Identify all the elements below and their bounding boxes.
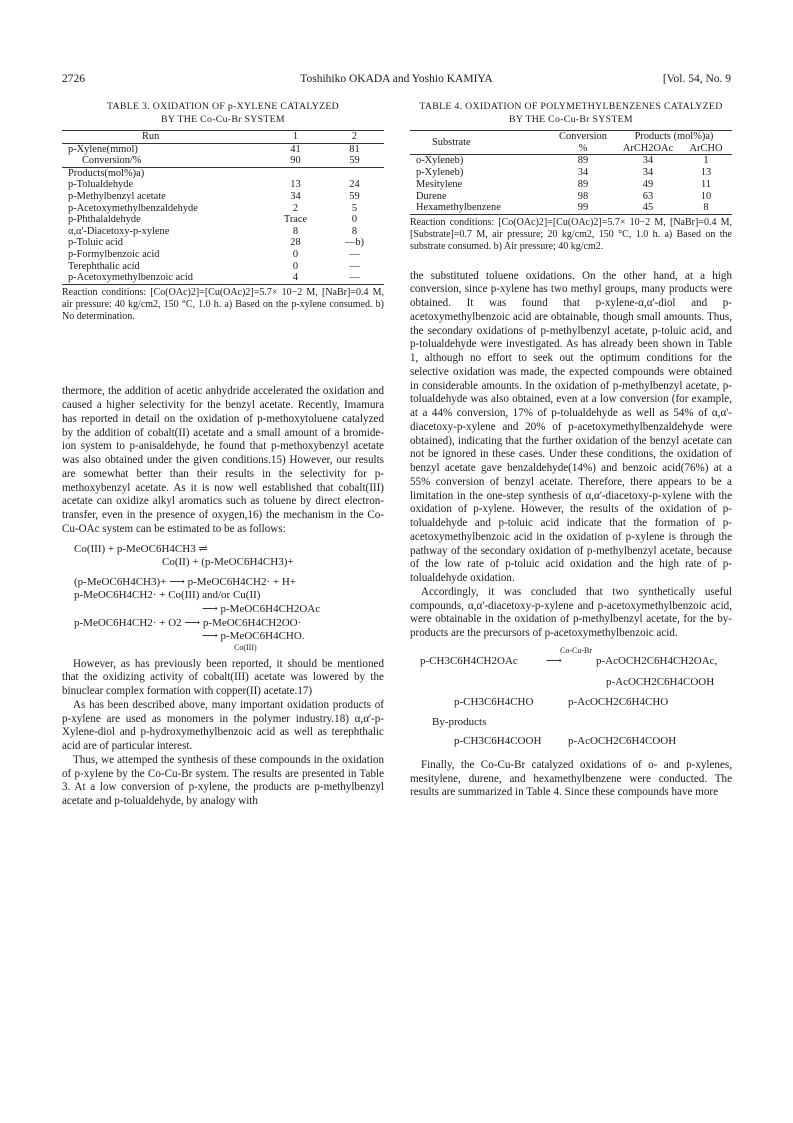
table-cell-value: 34 — [642, 167, 654, 179]
table-cell-label: p-Phthalaldehyde — [68, 214, 141, 226]
table-row — [62, 226, 384, 238]
table4-head-conversion: Conversion — [559, 131, 607, 142]
table-cell-value: —b) — [344, 237, 365, 249]
table-cell-label: p-Methylbenzyl acetate — [68, 190, 166, 202]
table-row — [62, 143, 384, 155]
table-cell-label: p-Acetoxymethylbenzaldehyde — [68, 202, 198, 214]
scheme1-line5: ⟶ p-MeOC6H4CH2OAc — [202, 602, 321, 615]
running-header — [62, 73, 731, 89]
table-cell-label: Durene — [416, 190, 447, 202]
table-cell-value: 28 — [290, 237, 301, 249]
table-cell-value: 13 — [700, 167, 712, 179]
table-cell-value: 59 — [349, 155, 360, 167]
scheme2-byproduct2: p-AcOCH2C6H4COOH — [568, 735, 677, 748]
scheme2-product2: p-AcOCH2C6H4COOH — [606, 676, 715, 689]
table-cell-value: 90 — [290, 155, 301, 167]
table-cell-value: 98 — [577, 190, 589, 202]
scheme2-intermediate1: p-CH3C6H4CHO — [454, 695, 534, 708]
table-row — [62, 237, 384, 249]
table3-head-run: Run — [142, 131, 160, 142]
left-paragraph-1: thermore, the addition of acetic anhydride accelerated the oxidation and caused a higher selectivity for the benzyl acetate. Recently, Imamura has reported in detail on the oxidation of p-methoxytoluene catalyzed by the addition of cobalt(II) acetate and a small amount of a bromide-ion system to p-anisaldehyde, he found that p-methoxybenzyl acetate was also obtained under the given conditions.15) However, our results are somewhat better than their results in the selectivity for p-methoxybenzyl acetate. As it is now well established that cobalt(III) acetate can oxidize alkyl aromatics such as toluene by direct electron-transfer, even in the presence of oxygen,16) the mechanism in the Co-Cu-OAc system can be estimated to be as follows: — [62, 385, 384, 535]
table4-footnote: Reaction conditions: [Co(OAc)2]=[Cu(OAc)2]=5.7× 10−2 M, [NaBr]=0.4 M, [Substrate]=0.7 M, air pressure; 20 kg/cm2, 150 °C, 1.0 h. a) Based on the substrate consumed. b) Air pressure; 40 kg/cm2. — [410, 216, 732, 253]
table3-footnote: Reaction conditions: [Co(OAc)2]=[Cu(OAc)2]=5.7× 10−2 M, [NaBr]=0.4 M, air pressure: 40 kg/cm2, 150 °C, 1.0 h. a) Based on the p-xylene consumed. b) No determination. — [62, 286, 384, 323]
table-cell-value: 1 — [703, 155, 709, 167]
left-column — [62, 100, 384, 809]
table-cell-value: 8 — [351, 225, 358, 237]
table3-head-run2: 2 — [351, 131, 358, 142]
table-row — [410, 155, 732, 167]
table-row — [410, 191, 732, 203]
table4-caption: TABLE 4. OXIDATION OF POLYMETHYLBENZENES CATALYZED BY THE Co-Cu-Br SYSTEM — [419, 101, 723, 125]
running-authors: Toshihiko OKADA and Yoshio KAMIYA — [300, 73, 493, 85]
table-cell-label: o-Xyleneb) — [416, 155, 464, 167]
volume-info: [Vol. 54, No. 9 — [662, 73, 731, 85]
table4-header-row1 — [410, 131, 732, 143]
table3-caption: TABLE 3. OXIDATION OF p-XYLENE CATALYZED BY THE Co-Cu-Br SYSTEM — [106, 101, 340, 125]
table4-head-arch2oac: ArCH2OAc — [622, 142, 674, 154]
scheme1-line1: Co(III) + p-MeOC6H4CH3 ⇌ — [74, 542, 208, 555]
left-paragraph-2: However, as has previously been reported, it should be mentioned that the oxidizing activity of cobalt(III) acetate was lowered by the binuclear complex formation with copper(II) acetate.17) — [62, 657, 384, 698]
table-cell-value: 8 — [292, 225, 299, 237]
table-cell-value: 59 — [349, 190, 360, 202]
table-cell-value: — — [349, 260, 360, 272]
scheme2-product1: p-AcOCH2C6H4CH2OAc, — [596, 654, 718, 667]
table-cell-label: Products(mol%)a) — [68, 167, 145, 179]
right-paragraph-1: the substituted toluene oxidations. On the other hand, at a high conversion, since p-xylene has two methyl groups, many products were obtained. It was found that p-xylene-α,α'-diol and p-acetoxymethylbenzoic acid are obtainable, though small amounts. Thus, the secondary oxidations of p-methylbenzyl acetate, p-toluic acid, and p-tolualdehyde were investigated. As has already been shown in Table 1, although no effort to seek out the optimum conditions for the selective oxidation was made, the expected compounds were obtained in considerable amounts. In the oxidation of p-methylbenzyl acetate, p-tolualdehyde was also obtained, even at a low conversion (for example, at a 44% conversion, 17% of p-tolualdehyde as well as 54% of α,α'-diacetoxy-p-xylene and 20% of p-acetoxymethylbenzaldehyde were obtained), indicating that the further oxidation of the benzyl acetate can not be ignored in these cases. Under these conditions, the oxidation of benzyl acetate gave benzaldehyde(14%) and benzoic acid(76%) at a 55% conversion of benzyl acetate. Therefore, there appears to be a limitation in the one-step synthesis of α,α'-diacetoxy-p-xylene with the oxidation of p-xylene. However, the results of the oxidation of p-tolualdehyde and p-toluic acid indicate that the formation of p-acetoxymethylbenzoic acid in the oxidation of p-xylene is through the pathway of the secondary oxidation of p-methylbenzyl acetate, because of the low rate of p-toluic acid oxidation and the high rate of p-tolualdehyde oxidation. — [410, 269, 732, 585]
table-cell-value: 13 — [290, 179, 301, 191]
table-cell-value: 24 — [349, 179, 360, 191]
table-cell-label: Mesitylene — [416, 178, 463, 190]
table-row — [62, 214, 384, 226]
table-cell-value: 0 — [292, 260, 299, 272]
table-row — [62, 261, 384, 273]
page-number: 2726 — [62, 73, 85, 85]
table-cell-value: Trace — [283, 214, 308, 226]
table-cell-label: α,α'-Diacetoxy-p-xylene — [68, 225, 170, 237]
mechanism-scheme — [62, 543, 384, 654]
table-cell-value: 0 — [292, 248, 299, 260]
scheme2-arrow: ⟶ — [546, 654, 562, 667]
right-paragraph-3: Finally, the Co-Cu-Br catalyzed oxidations of o- and p-xylenes, mesitylene, durene, and hexamethylbenzene were conducted. The results are summarized in Table 4. Since these compounds have more — [410, 758, 732, 799]
left-paragraph-3: As has been described above, many important oxidation products of p-xylene are used as monomers in the polymer industry.18) α,α'-p-Xylene-diol and p-hydroxymethylbenzoic acid as well as terephthalic acid are of particular interest. — [62, 698, 384, 753]
table4-head-conversion-unit: % — [578, 142, 588, 154]
table-cell-value: 89 — [577, 178, 589, 190]
table-cell-value: 0 — [351, 214, 358, 226]
table-cell-label: p-Formylbenzoic acid — [68, 248, 160, 260]
scheme1-line3: (p-MeOC6H4CH3)+ ⟶ p-MeOC6H4CH2· + H+ — [74, 575, 296, 588]
table-cell-value: 41 — [290, 143, 301, 155]
scheme1-line2: Co(II) + (p-MeOC6H4CH3)+ — [162, 556, 294, 569]
table-cell-value: 34 — [290, 190, 301, 202]
table-cell-value: 81 — [349, 143, 360, 155]
table-cell-value: 4 — [292, 272, 299, 284]
table4-head-substrate: Substrate — [432, 136, 471, 148]
table-cell-label: p-Tolualdehyde — [68, 179, 134, 191]
scheme1-line4: p-MeOC6H4CH2· + Co(III) and/or Cu(II) — [74, 589, 261, 602]
table-row — [62, 272, 384, 284]
table-row — [62, 191, 384, 203]
table-row — [410, 167, 732, 179]
table-row — [62, 249, 384, 261]
right-paragraph-2: Accordingly, it was concluded that two synthetically useful compounds, α,α'-diacetoxy-p-xylene and p-acetoxymethylbenzoic acid, were obtainable in the oxidation of p-methylbenzyl acetate, for the by-products are the precursors of p-acetoxymethylbenzoic acid. — [410, 585, 732, 640]
synthesis-scheme — [410, 645, 732, 749]
table-cell-value: 63 — [642, 190, 654, 202]
table-cell-value — [266, 167, 325, 179]
table-cell-value: 10 — [700, 190, 712, 202]
table-cell-value: 5 — [351, 202, 358, 214]
table-cell-value: — — [349, 248, 360, 260]
table4 — [410, 130, 732, 215]
table-row — [410, 179, 732, 191]
table-cell-label: p-Acetoxymethylbenzoic acid — [68, 272, 193, 284]
table-cell-value: 49 — [642, 178, 654, 190]
table4-head-products: Products (mol%)a) — [634, 131, 714, 142]
table-row — [62, 179, 384, 191]
scheme2-byproduct1: p-CH3C6H4COOH — [454, 735, 542, 748]
table-cell-value: 2 — [292, 202, 299, 214]
table-cell-label: p-Xyleneb) — [416, 167, 464, 179]
table-cell-value: 11 — [700, 178, 711, 190]
table-cell-label: Hexamethylbenzene — [416, 202, 501, 214]
right-column — [410, 100, 732, 800]
scheme2-reactant: p-CH3C6H4CH2OAc — [420, 654, 518, 667]
table-cell-value: 89 — [577, 155, 589, 167]
table-cell-label: Terephthalic acid — [68, 260, 140, 272]
table-cell-value: 34 — [642, 155, 654, 167]
table-cell-value: 34 — [577, 167, 589, 179]
table-row — [410, 202, 732, 214]
table-cell-value: 99 — [577, 202, 589, 214]
table3-header-row — [62, 131, 384, 144]
table-cell-value — [325, 167, 384, 179]
scheme1-catalyst-label: Co(III) — [234, 642, 257, 652]
scheme1-line6: p-MeOC6H4CH2· + O2 ⟶ p-MeOC6H4CH2OO· — [74, 616, 302, 629]
table-cell-label: p-Toluic acid — [68, 237, 123, 249]
scheme2-catalyst-label: Co-Cu-Br — [560, 645, 592, 655]
table-cell-value: 45 — [642, 202, 654, 214]
scheme1-line7: ⟶ p-MeOC6H4CHO. — [202, 630, 305, 643]
scheme2-byproducts-label: By-products — [432, 715, 487, 728]
table4-head-archo: ArCHO — [689, 142, 723, 154]
table3 — [62, 130, 384, 285]
table3-head-run1: 1 — [292, 131, 299, 142]
table-cell-label: p-Xylene(mmol) — [68, 143, 138, 155]
table-cell-label: Conversion/% — [82, 155, 142, 167]
table-cell-value: — — [349, 272, 360, 284]
table-row — [62, 155, 384, 167]
left-paragraph-4: Thus, we attemped the synthesis of these compounds in the oxidation of p-xylene by the Co-Cu-Br system. The results are presented in Table 3. At a low conversion of p-xylene, the products are p-methylbenzyl acetate and p-tolualdehyde, by analogy with — [62, 753, 384, 808]
scheme2-intermediate2: p-AcOCH2C6H4CHO — [568, 695, 669, 708]
table-cell-value: 8 — [703, 202, 709, 214]
table-row — [62, 203, 384, 215]
table-row — [62, 167, 384, 179]
